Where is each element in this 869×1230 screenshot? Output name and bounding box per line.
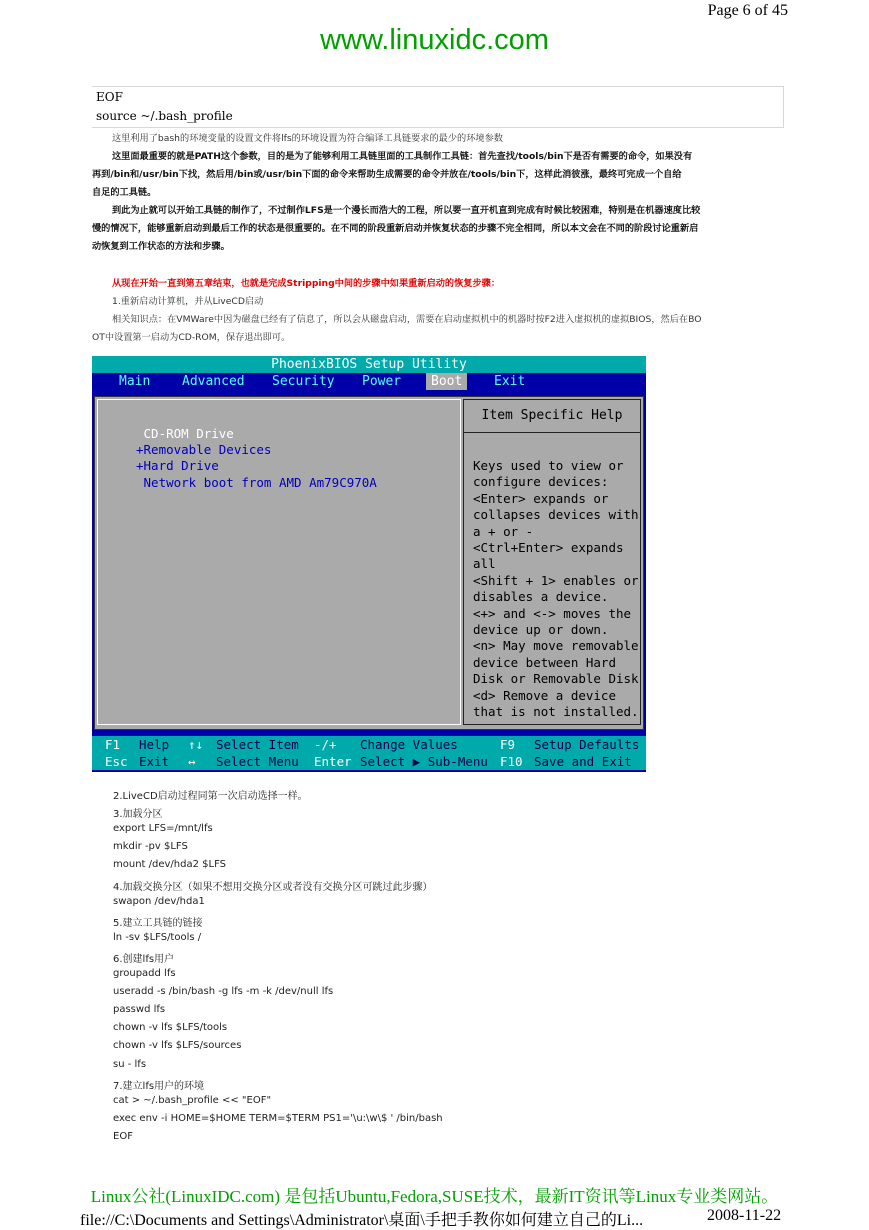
command-line: 4.加载交换分区（如果不想用交换分区或者没有交换分区可跳过此步骤） <box>113 881 433 893</box>
help-line: disables a device. <box>473 589 609 605</box>
paragraph: 再到/bin和/usr/bin下找，然后用/bin或/usr/bin下面的命令来帮助生成需要的命令并放在/tools/bin下，这样此消彼涨，最终可完成一个自给 <box>92 169 682 180</box>
key-label: Select Item <box>216 737 299 752</box>
left-right-arrow-icon: ↔ <box>188 754 196 769</box>
footer-tagline: Linux公社(LinuxIDC.com) 是包括Ubuntu,Fedora,SUSE技术，最新IT资讯等Linux专业类网站。 <box>90 1187 779 1206</box>
help-line: Disk or Removable Disk <box>473 671 639 687</box>
key-label: Change Values <box>360 737 458 752</box>
command-line: cat > ~/.bash_profile << "EOF" <box>113 1094 272 1106</box>
key-enter: Enter <box>314 754 352 769</box>
command-line: EOF <box>113 1130 133 1142</box>
command-line: export LFS=/mnt/lfs <box>113 823 213 835</box>
help-line: Keys used to view or <box>473 458 624 473</box>
boot-item-cdrom[interactable]: CD-ROM Drive <box>136 426 234 441</box>
bios-body <box>94 396 644 730</box>
help-line: <Shift + 1> enables or <box>473 572 639 588</box>
arrows-icon: ↑↓ <box>188 737 204 752</box>
command-line: swapon /dev/hda1 <box>113 895 205 907</box>
boot-order-panel <box>97 399 461 725</box>
paragraph: 动恢复到工作状态的方法和步骤。 <box>92 241 230 252</box>
help-line: that is not installed. <box>473 704 639 719</box>
key-label: Select Menu <box>216 754 299 769</box>
bios-menu-bar <box>92 373 646 390</box>
command-line: mount /dev/hda2 $LFS <box>113 859 227 871</box>
help-line: <+> and <-> moves the <box>473 605 632 621</box>
help-line: a + or - <box>473 523 534 539</box>
paragraph: 这里面最重要的就是PATH这个参数，目的是为了能够利用工具链里面的工具制作工具链：首先查找/tools/bin下是否有需要的命令，如果没有 <box>112 151 693 162</box>
footer-file-path: file://C:\Documents and Settings\Administrator\桌面\手把手教你如何建立自己的Li... <box>80 1212 644 1229</box>
bios-title-bar: PhoenixBIOS Setup Utility <box>92 356 646 373</box>
boot-item-network[interactable]: Network boot from AMD Am79C970A <box>136 475 377 490</box>
help-title: Item Specific Help <box>464 400 640 433</box>
help-line: collapses devices with <box>473 507 639 523</box>
help-line: configure devices: <box>473 474 609 490</box>
help-line: device between Hard <box>473 654 616 670</box>
key-plus-minus: -/+ <box>314 737 337 752</box>
code-line: EOF <box>96 90 123 104</box>
bios-menu-security[interactable]: Security <box>272 374 335 389</box>
help-line: <n> May move removable <box>473 638 639 654</box>
help-line: <d> Remove a device <box>473 687 616 703</box>
paragraph: OT中设置第一启动为CD-ROM，保存退出即可。 <box>92 332 291 343</box>
paragraph: 慢的情况下，能够重新启动到最后工作的状态是很重要的。在不同的阶段重新启动并恢复状态的步骤不完全相同，所以本文会在不同的阶段讨论重新启 <box>92 223 699 234</box>
bios-menu-main[interactable]: Main <box>119 374 151 389</box>
command-line: chown -v lfs $LFS/sources <box>113 1040 242 1052</box>
command-line: mkdir -pv $LFS <box>113 841 188 853</box>
bios-footer <box>92 736 646 770</box>
bios-menu-exit[interactable]: Exit <box>494 374 526 389</box>
red-heading: 从现在开始一直到第五章结束，也就是完成Stripping中间的步骤中如果重新启动的恢复步骤： <box>112 278 501 289</box>
paragraph: 这里利用了bash的环境变量的设置文件将lfs的环境设置为符合编译工具链要求的最少的环境参数 <box>112 133 503 144</box>
key-f1: F1 <box>105 737 121 752</box>
key-label: Select ▶ Sub-Menu <box>360 754 488 769</box>
key-label: Help <box>139 737 170 752</box>
command-line: ln -sv $LFS/tools / <box>113 931 202 943</box>
help-line: <Ctrl+Enter> expands <box>473 540 624 555</box>
code-line: source ~/.bash_profile <box>96 109 233 123</box>
command-line: chown -v lfs $LFS/tools <box>113 1022 228 1034</box>
bios-screenshot <box>92 356 646 772</box>
key-label: Save and Exit <box>534 754 632 769</box>
key-f9: F9 <box>500 737 516 752</box>
bios-menu-advanced[interactable]: Advanced <box>182 374 245 389</box>
bios-menu-boot[interactable]: Boot <box>426 373 467 390</box>
command-line: 3.加载分区 <box>113 809 163 821</box>
footer-date: 2008-11-22 <box>707 1207 782 1224</box>
command-line: 2.LiveCD启动过程同第一次启动选择一样。 <box>113 791 308 802</box>
help-panel <box>463 399 641 725</box>
help-line: all <box>473 556 496 572</box>
help-line: device up or down. <box>473 622 609 637</box>
key-label: Setup Defaults <box>534 737 640 752</box>
command-line: 6.创建lfs用户 <box>113 953 175 965</box>
key-f10: F10 <box>500 754 523 769</box>
command-line: 7.建立lfs用户的环境 <box>113 1080 205 1092</box>
key-label: Exit <box>139 754 170 769</box>
paragraph: 自足的工具链。 <box>92 187 157 198</box>
command-line: useradd -s /bin/bash -g lfs -m -k /dev/null lfs <box>113 986 334 998</box>
command-line: exec env -i HOME=$HOME TERM=$TERM PS1='\u:\w\$ ' /bin/bash <box>113 1112 443 1124</box>
command-line: su - lfs <box>113 1058 147 1070</box>
command-line: 5.建立工具链的链接 <box>113 917 203 929</box>
help-line: <Enter> expands or <box>473 490 609 506</box>
site-url-header[interactable]: www.linuxidc.com <box>320 24 549 56</box>
page-number: Page 6 of 45 <box>707 2 788 19</box>
boot-item-hard-drive[interactable]: +Hard Drive <box>136 458 219 473</box>
command-line: passwd lfs <box>113 1004 166 1016</box>
paragraph: 到此为止就可以开始工具链的制作了，不过制作LFS是一个漫长而浩大的工程，所以要一直开机直到完成有时候比较困难，特别是在机器速度比较 <box>112 205 701 216</box>
boot-item-removable[interactable]: +Removable Devices <box>136 442 272 457</box>
paragraph: 相关知识点：在VMWare中因为磁盘已经有了信息了，所以会从磁盘启动，需要在启动虚拟机中的机器时按F2进入虚拟机的虚拟BIOS，然后在BO <box>112 314 702 325</box>
command-line: groupadd lfs <box>113 968 176 979</box>
key-esc: Esc <box>105 754 128 769</box>
bios-menu-power[interactable]: Power <box>362 374 402 389</box>
step-text: 1.重新启动计算机，并从LiveCD启动 <box>112 296 264 307</box>
code-box <box>92 86 784 128</box>
